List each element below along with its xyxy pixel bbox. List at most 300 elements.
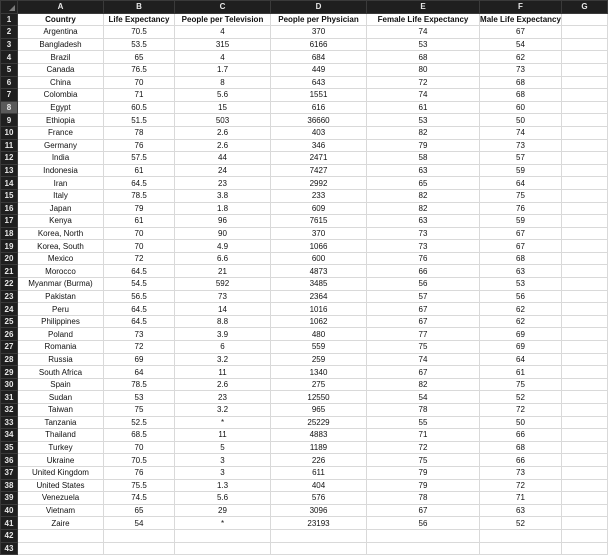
data-cell[interactable]: 73: [480, 63, 562, 76]
empty-cell[interactable]: [562, 38, 608, 51]
row-header[interactable]: 21: [1, 265, 18, 278]
data-cell[interactable]: 68: [367, 51, 480, 64]
empty-cell[interactable]: [18, 529, 104, 542]
data-cell[interactable]: 63: [480, 265, 562, 278]
data-cell[interactable]: 3: [175, 454, 271, 467]
data-cell[interactable]: 5.6: [175, 89, 271, 102]
data-cell[interactable]: Bangladesh: [18, 38, 104, 51]
data-cell[interactable]: 62: [480, 303, 562, 316]
row-header[interactable]: 20: [1, 252, 18, 265]
data-cell[interactable]: 53: [367, 38, 480, 51]
data-cell[interactable]: 23: [175, 177, 271, 190]
data-cell[interactable]: 21: [175, 265, 271, 278]
data-cell[interactable]: Egypt: [18, 101, 104, 114]
row-header[interactable]: 11: [1, 139, 18, 152]
data-cell[interactable]: 65: [367, 177, 480, 190]
empty-cell[interactable]: [480, 542, 562, 555]
data-cell[interactable]: United Kingdom: [18, 466, 104, 479]
data-cell[interactable]: 3485: [271, 278, 367, 291]
empty-cell[interactable]: [562, 517, 608, 530]
empty-cell[interactable]: [562, 315, 608, 328]
row-header[interactable]: 4: [1, 51, 18, 64]
data-cell[interactable]: 77: [367, 328, 480, 341]
data-cell[interactable]: 82: [367, 202, 480, 215]
data-cell[interactable]: Venezuela: [18, 492, 104, 505]
row-header[interactable]: 41: [1, 517, 18, 530]
empty-cell[interactable]: [175, 529, 271, 542]
row-header[interactable]: 7: [1, 89, 18, 102]
empty-cell[interactable]: [480, 529, 562, 542]
data-cell[interactable]: 79: [104, 202, 175, 215]
column-header-a[interactable]: A: [18, 1, 104, 14]
data-cell[interactable]: 503: [175, 114, 271, 127]
data-cell[interactable]: 62: [480, 51, 562, 64]
empty-cell[interactable]: [562, 101, 608, 114]
data-cell[interactable]: 2992: [271, 177, 367, 190]
data-cell[interactable]: 67: [480, 26, 562, 39]
data-cell[interactable]: 643: [271, 76, 367, 89]
data-cell[interactable]: Poland: [18, 328, 104, 341]
data-cell[interactable]: Spain: [18, 378, 104, 391]
data-cell[interactable]: 54.5: [104, 278, 175, 291]
data-cell[interactable]: 72: [367, 76, 480, 89]
data-cell[interactable]: 15: [175, 101, 271, 114]
data-cell[interactable]: 55: [367, 416, 480, 429]
data-cell[interactable]: 592: [175, 278, 271, 291]
data-cell[interactable]: Taiwan: [18, 404, 104, 417]
row-header[interactable]: 19: [1, 240, 18, 253]
data-cell[interactable]: 346: [271, 139, 367, 152]
header-cell[interactable]: People per Physician: [271, 13, 367, 26]
row-header[interactable]: 5: [1, 63, 18, 76]
data-cell[interactable]: Korea, North: [18, 227, 104, 240]
select-all-corner[interactable]: [1, 1, 18, 14]
data-cell[interactable]: 60.5: [104, 101, 175, 114]
row-header[interactable]: 43: [1, 542, 18, 555]
data-cell[interactable]: 44: [175, 152, 271, 165]
data-cell[interactable]: 2.6: [175, 139, 271, 152]
data-cell[interactable]: 50: [480, 114, 562, 127]
data-cell[interactable]: Japan: [18, 202, 104, 215]
data-cell[interactable]: 52.5: [104, 416, 175, 429]
data-cell[interactable]: 965: [271, 404, 367, 417]
data-cell[interactable]: 73: [104, 328, 175, 341]
empty-cell[interactable]: [562, 466, 608, 479]
row-header[interactable]: 33: [1, 416, 18, 429]
data-cell[interactable]: 56: [367, 517, 480, 530]
empty-cell[interactable]: [562, 278, 608, 291]
data-cell[interactable]: 1016: [271, 303, 367, 316]
empty-cell[interactable]: [562, 391, 608, 404]
empty-cell[interactable]: [104, 542, 175, 555]
data-cell[interactable]: 56: [367, 278, 480, 291]
data-cell[interactable]: 51.5: [104, 114, 175, 127]
data-cell[interactable]: 64.5: [104, 315, 175, 328]
data-cell[interactable]: 57.5: [104, 152, 175, 165]
data-cell[interactable]: 67: [367, 504, 480, 517]
empty-cell[interactable]: [562, 114, 608, 127]
data-cell[interactable]: Ukraine: [18, 454, 104, 467]
data-cell[interactable]: 24: [175, 164, 271, 177]
data-cell[interactable]: 559: [271, 341, 367, 354]
data-cell[interactable]: Kenya: [18, 215, 104, 228]
data-cell[interactable]: 226: [271, 454, 367, 467]
data-cell[interactable]: Philippines: [18, 315, 104, 328]
data-cell[interactable]: 70.5: [104, 26, 175, 39]
data-cell[interactable]: 66: [480, 454, 562, 467]
data-cell[interactable]: 64.5: [104, 265, 175, 278]
data-cell[interactable]: 7615: [271, 215, 367, 228]
data-cell[interactable]: 61: [480, 366, 562, 379]
empty-cell[interactable]: [562, 441, 608, 454]
data-cell[interactable]: 58: [367, 152, 480, 165]
data-cell[interactable]: Russia: [18, 353, 104, 366]
data-cell[interactable]: 36660: [271, 114, 367, 127]
data-cell[interactable]: 53.5: [104, 38, 175, 51]
row-header[interactable]: 17: [1, 215, 18, 228]
row-header[interactable]: 3: [1, 38, 18, 51]
data-cell[interactable]: 63: [367, 164, 480, 177]
empty-cell[interactable]: [562, 542, 608, 555]
data-cell[interactable]: 60: [480, 101, 562, 114]
data-cell[interactable]: 72: [104, 252, 175, 265]
data-cell[interactable]: 78: [367, 404, 480, 417]
data-cell[interactable]: France: [18, 126, 104, 139]
data-cell[interactable]: 4873: [271, 265, 367, 278]
empty-cell[interactable]: [562, 416, 608, 429]
row-header[interactable]: 32: [1, 404, 18, 417]
data-cell[interactable]: 74: [480, 126, 562, 139]
row-header[interactable]: 23: [1, 290, 18, 303]
data-cell[interactable]: 259: [271, 353, 367, 366]
empty-cell[interactable]: [18, 542, 104, 555]
data-cell[interactable]: 1066: [271, 240, 367, 253]
header-cell[interactable]: Male Life Expectancy: [480, 14, 561, 24]
data-cell[interactable]: 74: [367, 89, 480, 102]
empty-cell[interactable]: [367, 529, 480, 542]
data-cell[interactable]: 404: [271, 479, 367, 492]
empty-cell[interactable]: [562, 139, 608, 152]
empty-cell[interactable]: [562, 492, 608, 505]
data-cell[interactable]: Turkey: [18, 441, 104, 454]
data-cell[interactable]: 609: [271, 202, 367, 215]
data-cell[interactable]: 23193: [271, 517, 367, 530]
data-cell[interactable]: 2.6: [175, 378, 271, 391]
data-cell[interactable]: 54: [367, 391, 480, 404]
data-cell[interactable]: 76: [367, 252, 480, 265]
empty-cell[interactable]: [562, 454, 608, 467]
row-header[interactable]: 38: [1, 479, 18, 492]
empty-cell[interactable]: [562, 202, 608, 215]
row-header[interactable]: 14: [1, 177, 18, 190]
data-cell[interactable]: Vietnam: [18, 504, 104, 517]
header-cell[interactable]: People per Television: [175, 13, 271, 26]
column-header-c[interactable]: C: [175, 1, 271, 14]
row-header[interactable]: 29: [1, 366, 18, 379]
data-cell[interactable]: 6: [175, 341, 271, 354]
data-cell[interactable]: Pakistan: [18, 290, 104, 303]
data-cell[interactable]: 65: [104, 504, 175, 517]
empty-cell[interactable]: [562, 63, 608, 76]
data-cell[interactable]: 600: [271, 252, 367, 265]
data-cell[interactable]: India: [18, 152, 104, 165]
data-cell[interactable]: 370: [271, 227, 367, 240]
data-cell[interactable]: 72: [480, 479, 562, 492]
data-cell[interactable]: 82: [367, 126, 480, 139]
row-header[interactable]: 34: [1, 429, 18, 442]
data-cell[interactable]: 53: [104, 391, 175, 404]
data-cell[interactable]: Sudan: [18, 391, 104, 404]
row-header[interactable]: 28: [1, 353, 18, 366]
data-cell[interactable]: 68: [480, 252, 562, 265]
data-cell[interactable]: 73: [367, 240, 480, 253]
data-cell[interactable]: 63: [367, 215, 480, 228]
data-cell[interactable]: 7427: [271, 164, 367, 177]
row-header[interactable]: 15: [1, 189, 18, 202]
header-cell[interactable]: [562, 13, 608, 26]
data-cell[interactable]: Thailand: [18, 429, 104, 442]
column-header-f[interactable]: F: [480, 1, 562, 14]
data-cell[interactable]: 3.2: [175, 353, 271, 366]
data-cell[interactable]: 315: [175, 38, 271, 51]
data-cell[interactable]: 72: [480, 404, 562, 417]
data-cell[interactable]: 68.5: [104, 429, 175, 442]
data-cell[interactable]: 72: [104, 341, 175, 354]
column-header-g[interactable]: G: [562, 1, 608, 14]
empty-cell[interactable]: [562, 265, 608, 278]
empty-cell[interactable]: [562, 504, 608, 517]
row-header[interactable]: 40: [1, 504, 18, 517]
empty-cell[interactable]: [562, 76, 608, 89]
data-cell[interactable]: 4.9: [175, 240, 271, 253]
data-cell[interactable]: 64.5: [104, 303, 175, 316]
row-header[interactable]: 2: [1, 26, 18, 39]
empty-cell[interactable]: [271, 529, 367, 542]
data-cell[interactable]: 576: [271, 492, 367, 505]
data-cell[interactable]: 79: [367, 466, 480, 479]
data-cell[interactable]: 67: [367, 315, 480, 328]
row-header[interactable]: 8: [1, 101, 18, 114]
data-cell[interactable]: 684: [271, 51, 367, 64]
data-cell[interactable]: 1340: [271, 366, 367, 379]
empty-cell[interactable]: [562, 152, 608, 165]
data-cell[interactable]: Myanmar (Burma): [18, 278, 104, 291]
empty-cell[interactable]: [562, 26, 608, 39]
data-cell[interactable]: 78.5: [104, 189, 175, 202]
data-cell[interactable]: 61: [104, 164, 175, 177]
data-cell[interactable]: 75: [104, 404, 175, 417]
data-cell[interactable]: 4: [175, 26, 271, 39]
data-cell[interactable]: 3.2: [175, 404, 271, 417]
data-cell[interactable]: South Africa: [18, 366, 104, 379]
data-cell[interactable]: 70: [104, 227, 175, 240]
row-header[interactable]: 12: [1, 152, 18, 165]
row-header[interactable]: 1: [1, 13, 18, 26]
data-cell[interactable]: 53: [367, 114, 480, 127]
data-cell[interactable]: 76: [104, 139, 175, 152]
empty-cell[interactable]: [562, 479, 608, 492]
data-cell[interactable]: 76.5: [104, 63, 175, 76]
data-cell[interactable]: Colombia: [18, 89, 104, 102]
data-cell[interactable]: 71: [104, 89, 175, 102]
data-cell[interactable]: 72: [367, 441, 480, 454]
data-cell[interactable]: 67: [480, 240, 562, 253]
data-cell[interactable]: 71: [367, 429, 480, 442]
data-cell[interactable]: 68: [480, 89, 562, 102]
data-cell[interactable]: 73: [480, 466, 562, 479]
data-cell[interactable]: 3: [175, 466, 271, 479]
data-cell[interactable]: 57: [367, 290, 480, 303]
data-cell[interactable]: 11: [175, 429, 271, 442]
empty-cell[interactable]: [562, 126, 608, 139]
data-cell[interactable]: 70: [104, 76, 175, 89]
empty-cell[interactable]: [562, 529, 608, 542]
data-cell[interactable]: 64: [104, 366, 175, 379]
data-cell[interactable]: Romania: [18, 341, 104, 354]
row-header[interactable]: 24: [1, 303, 18, 316]
data-cell[interactable]: 62: [480, 315, 562, 328]
data-cell[interactable]: 52: [480, 391, 562, 404]
data-cell[interactable]: 73: [480, 139, 562, 152]
data-cell[interactable]: 56: [480, 290, 562, 303]
row-header[interactable]: 10: [1, 126, 18, 139]
empty-cell[interactable]: [562, 240, 608, 253]
row-header[interactable]: 36: [1, 454, 18, 467]
header-cell[interactable]: Country: [18, 13, 104, 26]
data-cell[interactable]: 5.6: [175, 492, 271, 505]
empty-cell[interactable]: [562, 429, 608, 442]
column-header-d[interactable]: D: [271, 1, 367, 14]
data-cell[interactable]: 65: [104, 51, 175, 64]
data-cell[interactable]: 52: [480, 517, 562, 530]
empty-cell[interactable]: [562, 290, 608, 303]
header-cell[interactable]: Life Expectancy: [104, 13, 175, 26]
data-cell[interactable]: 75: [480, 189, 562, 202]
empty-cell[interactable]: [562, 164, 608, 177]
data-cell[interactable]: 29: [175, 504, 271, 517]
empty-cell[interactable]: [562, 189, 608, 202]
data-cell[interactable]: 2471: [271, 152, 367, 165]
data-cell[interactable]: 75: [367, 341, 480, 354]
data-cell[interactable]: *: [175, 517, 271, 530]
data-cell[interactable]: 69: [480, 328, 562, 341]
empty-cell[interactable]: [562, 341, 608, 354]
data-cell[interactable]: 74: [367, 353, 480, 366]
empty-cell[interactable]: [562, 353, 608, 366]
data-cell[interactable]: 80: [367, 63, 480, 76]
row-header[interactable]: 39: [1, 492, 18, 505]
data-cell[interactable]: 69: [480, 341, 562, 354]
row-header[interactable]: 13: [1, 164, 18, 177]
data-cell[interactable]: 75: [480, 378, 562, 391]
data-cell[interactable]: 2364: [271, 290, 367, 303]
row-header[interactable]: 42: [1, 529, 18, 542]
row-header[interactable]: 27: [1, 341, 18, 354]
data-cell[interactable]: 616: [271, 101, 367, 114]
data-cell[interactable]: 71: [480, 492, 562, 505]
empty-cell[interactable]: [104, 529, 175, 542]
data-cell[interactable]: United States: [18, 479, 104, 492]
empty-cell[interactable]: [562, 366, 608, 379]
data-cell[interactable]: 78.5: [104, 378, 175, 391]
data-cell[interactable]: 14: [175, 303, 271, 316]
data-cell[interactable]: 54: [480, 38, 562, 51]
data-cell[interactable]: Korea, South: [18, 240, 104, 253]
empty-cell[interactable]: [175, 542, 271, 555]
row-header[interactable]: 18: [1, 227, 18, 240]
empty-cell[interactable]: [562, 51, 608, 64]
data-cell[interactable]: 70: [104, 240, 175, 253]
empty-cell[interactable]: [271, 542, 367, 555]
data-cell[interactable]: 61: [367, 101, 480, 114]
data-cell[interactable]: Indonesia: [18, 164, 104, 177]
data-cell[interactable]: 6.6: [175, 252, 271, 265]
data-cell[interactable]: 8.8: [175, 315, 271, 328]
data-cell[interactable]: 1.7: [175, 63, 271, 76]
data-cell[interactable]: 76: [480, 202, 562, 215]
data-cell[interactable]: 611: [271, 466, 367, 479]
data-cell[interactable]: Italy: [18, 189, 104, 202]
column-header-b[interactable]: B: [104, 1, 175, 14]
data-cell[interactable]: 63: [480, 504, 562, 517]
data-cell[interactable]: 1062: [271, 315, 367, 328]
data-cell[interactable]: 54: [104, 517, 175, 530]
data-cell[interactable]: 64.5: [104, 177, 175, 190]
row-header[interactable]: 37: [1, 466, 18, 479]
row-header[interactable]: 25: [1, 315, 18, 328]
data-cell[interactable]: 79: [367, 139, 480, 152]
data-cell[interactable]: 61: [104, 215, 175, 228]
empty-cell[interactable]: [562, 404, 608, 417]
data-cell[interactable]: 1551: [271, 89, 367, 102]
data-cell[interactable]: 82: [367, 189, 480, 202]
empty-cell[interactable]: [562, 215, 608, 228]
data-cell[interactable]: 74: [367, 26, 480, 39]
row-header[interactable]: 35: [1, 441, 18, 454]
data-cell[interactable]: 25229: [271, 416, 367, 429]
data-cell[interactable]: China: [18, 76, 104, 89]
data-cell[interactable]: 6166: [271, 38, 367, 51]
data-cell[interactable]: 74.5: [104, 492, 175, 505]
data-cell[interactable]: 69: [104, 353, 175, 366]
empty-cell[interactable]: [562, 252, 608, 265]
data-cell[interactable]: 50: [480, 416, 562, 429]
data-cell[interactable]: Morocco: [18, 265, 104, 278]
data-cell[interactable]: 4883: [271, 429, 367, 442]
data-cell[interactable]: Peru: [18, 303, 104, 316]
row-header[interactable]: 30: [1, 378, 18, 391]
data-cell[interactable]: 67: [480, 227, 562, 240]
data-cell[interactable]: 480: [271, 328, 367, 341]
data-cell[interactable]: 73: [175, 290, 271, 303]
data-cell[interactable]: 70: [104, 441, 175, 454]
data-cell[interactable]: 96: [175, 215, 271, 228]
data-cell[interactable]: 1.8: [175, 202, 271, 215]
column-header-e[interactable]: E: [367, 1, 480, 14]
data-cell[interactable]: 59: [480, 215, 562, 228]
empty-cell[interactable]: [367, 542, 480, 555]
row-header[interactable]: 6: [1, 76, 18, 89]
row-header[interactable]: 31: [1, 391, 18, 404]
data-cell[interactable]: 75.5: [104, 479, 175, 492]
data-cell[interactable]: 67: [367, 366, 480, 379]
data-cell[interactable]: 3.8: [175, 189, 271, 202]
data-cell[interactable]: 90: [175, 227, 271, 240]
data-cell[interactable]: 1189: [271, 441, 367, 454]
data-cell[interactable]: 5: [175, 441, 271, 454]
data-cell[interactable]: 4: [175, 51, 271, 64]
data-cell[interactable]: Mexico: [18, 252, 104, 265]
